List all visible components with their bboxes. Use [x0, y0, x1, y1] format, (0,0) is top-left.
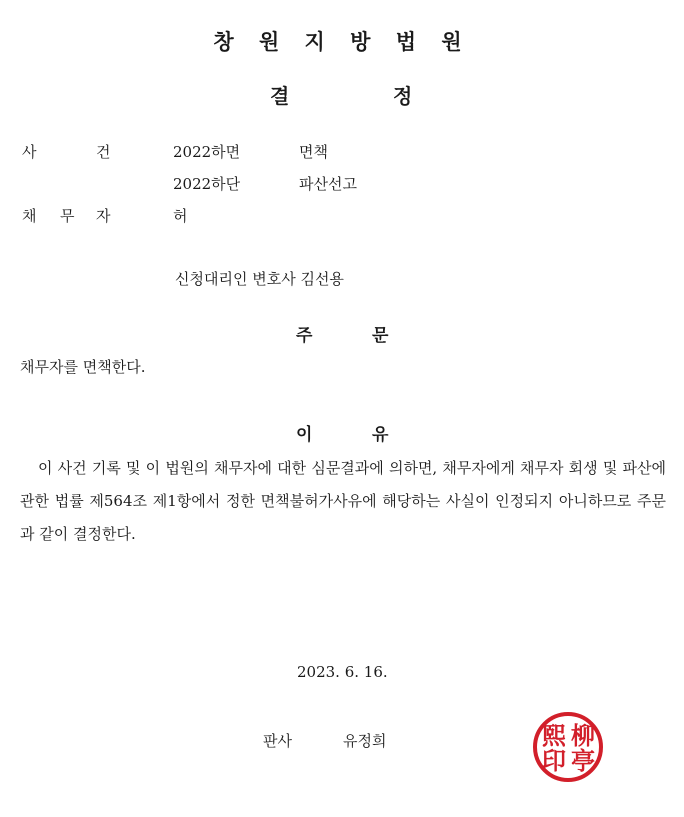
judge-name: 유정희: [343, 732, 387, 750]
order-heading-right: 문: [372, 326, 389, 346]
order-heading-left: 주: [296, 326, 313, 346]
decision-date: 2023. 6. 16.: [297, 663, 388, 681]
debtor-label-1: 채: [22, 207, 37, 225]
reason-heading-right: 유: [372, 425, 389, 445]
agent-line: 신청대리인 변호사 김선용: [175, 270, 344, 288]
document-title-right: 정: [393, 84, 413, 108]
case-type-1: 면책: [299, 143, 328, 161]
debtor-name: 허: [173, 207, 188, 225]
seal-char-2: 亭: [571, 747, 595, 775]
seal-char-1: 柳: [571, 722, 595, 750]
case-number-2: 2022하단: [173, 175, 241, 193]
debtor-label-3: 자: [96, 207, 111, 225]
seal-char-4: 印: [542, 747, 566, 775]
judge-seal: [532, 711, 604, 783]
case-label-2: 건: [96, 143, 111, 161]
judge-title: 판사: [263, 732, 292, 750]
order-text: 채무자를 면책한다.: [20, 358, 146, 376]
document-title-left: 결: [270, 84, 290, 108]
reason-text: 이 사건 기록 및 이 법원의 채무자에 대한 심문결과에 의하면, 채무자에게 채무자 회생 및 파산에 관한 법률 제564조 제1항에서 정한 면책불허가사유에 해당하는 사실이 인정되지 아니하므로 주문과 같이 결정한다.: [20, 459, 666, 543]
case-type-2: 파산선고: [299, 175, 357, 193]
debtor-label-2: 무: [60, 207, 75, 225]
court-name: 창 원 지 방 법 원: [213, 30, 471, 54]
reason-heading-left: 이: [296, 425, 313, 445]
case-label-1: 사: [22, 143, 37, 161]
seal-char-3: 熙: [542, 722, 566, 750]
case-number-1: 2022하면: [173, 143, 241, 161]
